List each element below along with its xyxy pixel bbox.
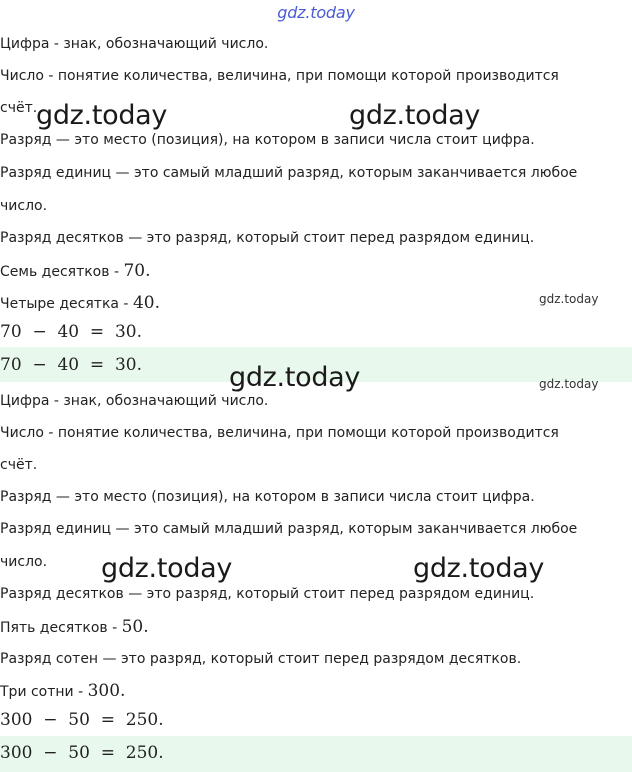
- five-tens-value: 50.: [121, 617, 149, 637]
- definition-number-cont: счёт.: [0, 100, 38, 116]
- watermark: gdz.today: [413, 553, 545, 584]
- answer-box-2: [0, 736, 632, 772]
- equation-2: 300 − 50 = 250.: [0, 710, 164, 730]
- seven-tens-label: Семь десятков -: [0, 264, 124, 280]
- definition-place-2: Разряд — это место (позиция), на котором в записи числа стоит цифра.: [0, 489, 535, 505]
- equation-1: 70 − 40 = 30.: [0, 322, 143, 342]
- definition-hundreds-place: Разряд сотен — это разряд, который стоит перед разрядом десятков.: [0, 651, 522, 667]
- definition-number: Число - понятие количества, величина, при помощи которой производится: [0, 68, 559, 84]
- definition-ones-place-cont-2: число.: [0, 554, 48, 570]
- three-hundreds-value: 300.: [87, 681, 126, 701]
- definition-place: Разряд — это место (позиция), на котором в записи числа стоит цифра.: [0, 132, 535, 148]
- four-tens-value: 40.: [132, 293, 160, 313]
- three-hundreds-label: Три сотни -: [0, 684, 88, 700]
- five-tens-label: Пять десятков -: [0, 620, 122, 636]
- three-hundreds-line: [0, 680, 125, 702]
- four-tens-label: Четыре десятка -: [0, 296, 133, 312]
- watermark: gdz.today: [36, 100, 168, 131]
- answer-2: 300 − 50 = 250.: [0, 743, 164, 763]
- seven-tens-line: [0, 260, 151, 282]
- definition-tens-place: Разряд десятков — это разряд, который стоит перед разрядом единиц.: [0, 230, 535, 246]
- definition-ones-place: Разряд единиц — это самый младший разряд, которым заканчивается любое: [0, 165, 578, 181]
- definition-tens-place-2: Разряд десятков — это разряд, который стоит перед разрядом единиц.: [0, 586, 535, 602]
- definition-digit: Цифра - знак, обозначающий число.: [0, 36, 269, 52]
- watermark: gdz.today: [101, 553, 233, 584]
- answer-1: 70 − 40 = 30.: [0, 355, 143, 375]
- watermark: gdz.today: [539, 292, 599, 306]
- four-tens-line: [0, 292, 160, 314]
- definition-number-2: Число - понятие количества, величина, при помощи которой производится: [0, 425, 559, 441]
- watermark: gdz.today: [229, 362, 361, 393]
- definition-number-cont-2: счёт.: [0, 457, 38, 473]
- site-logo[interactable]: gdz.today: [277, 3, 355, 22]
- five-tens-line: [0, 616, 149, 638]
- definition-ones-place-cont: число.: [0, 198, 48, 214]
- seven-tens-value: 70.: [123, 261, 151, 281]
- watermark: gdz.today: [539, 377, 599, 391]
- definition-ones-place-2: Разряд единиц — это самый младший разряд, которым заканчивается любое: [0, 521, 578, 537]
- watermark: gdz.today: [349, 100, 481, 131]
- definition-digit-2: Цифра - знак, обозначающий число.: [0, 393, 269, 409]
